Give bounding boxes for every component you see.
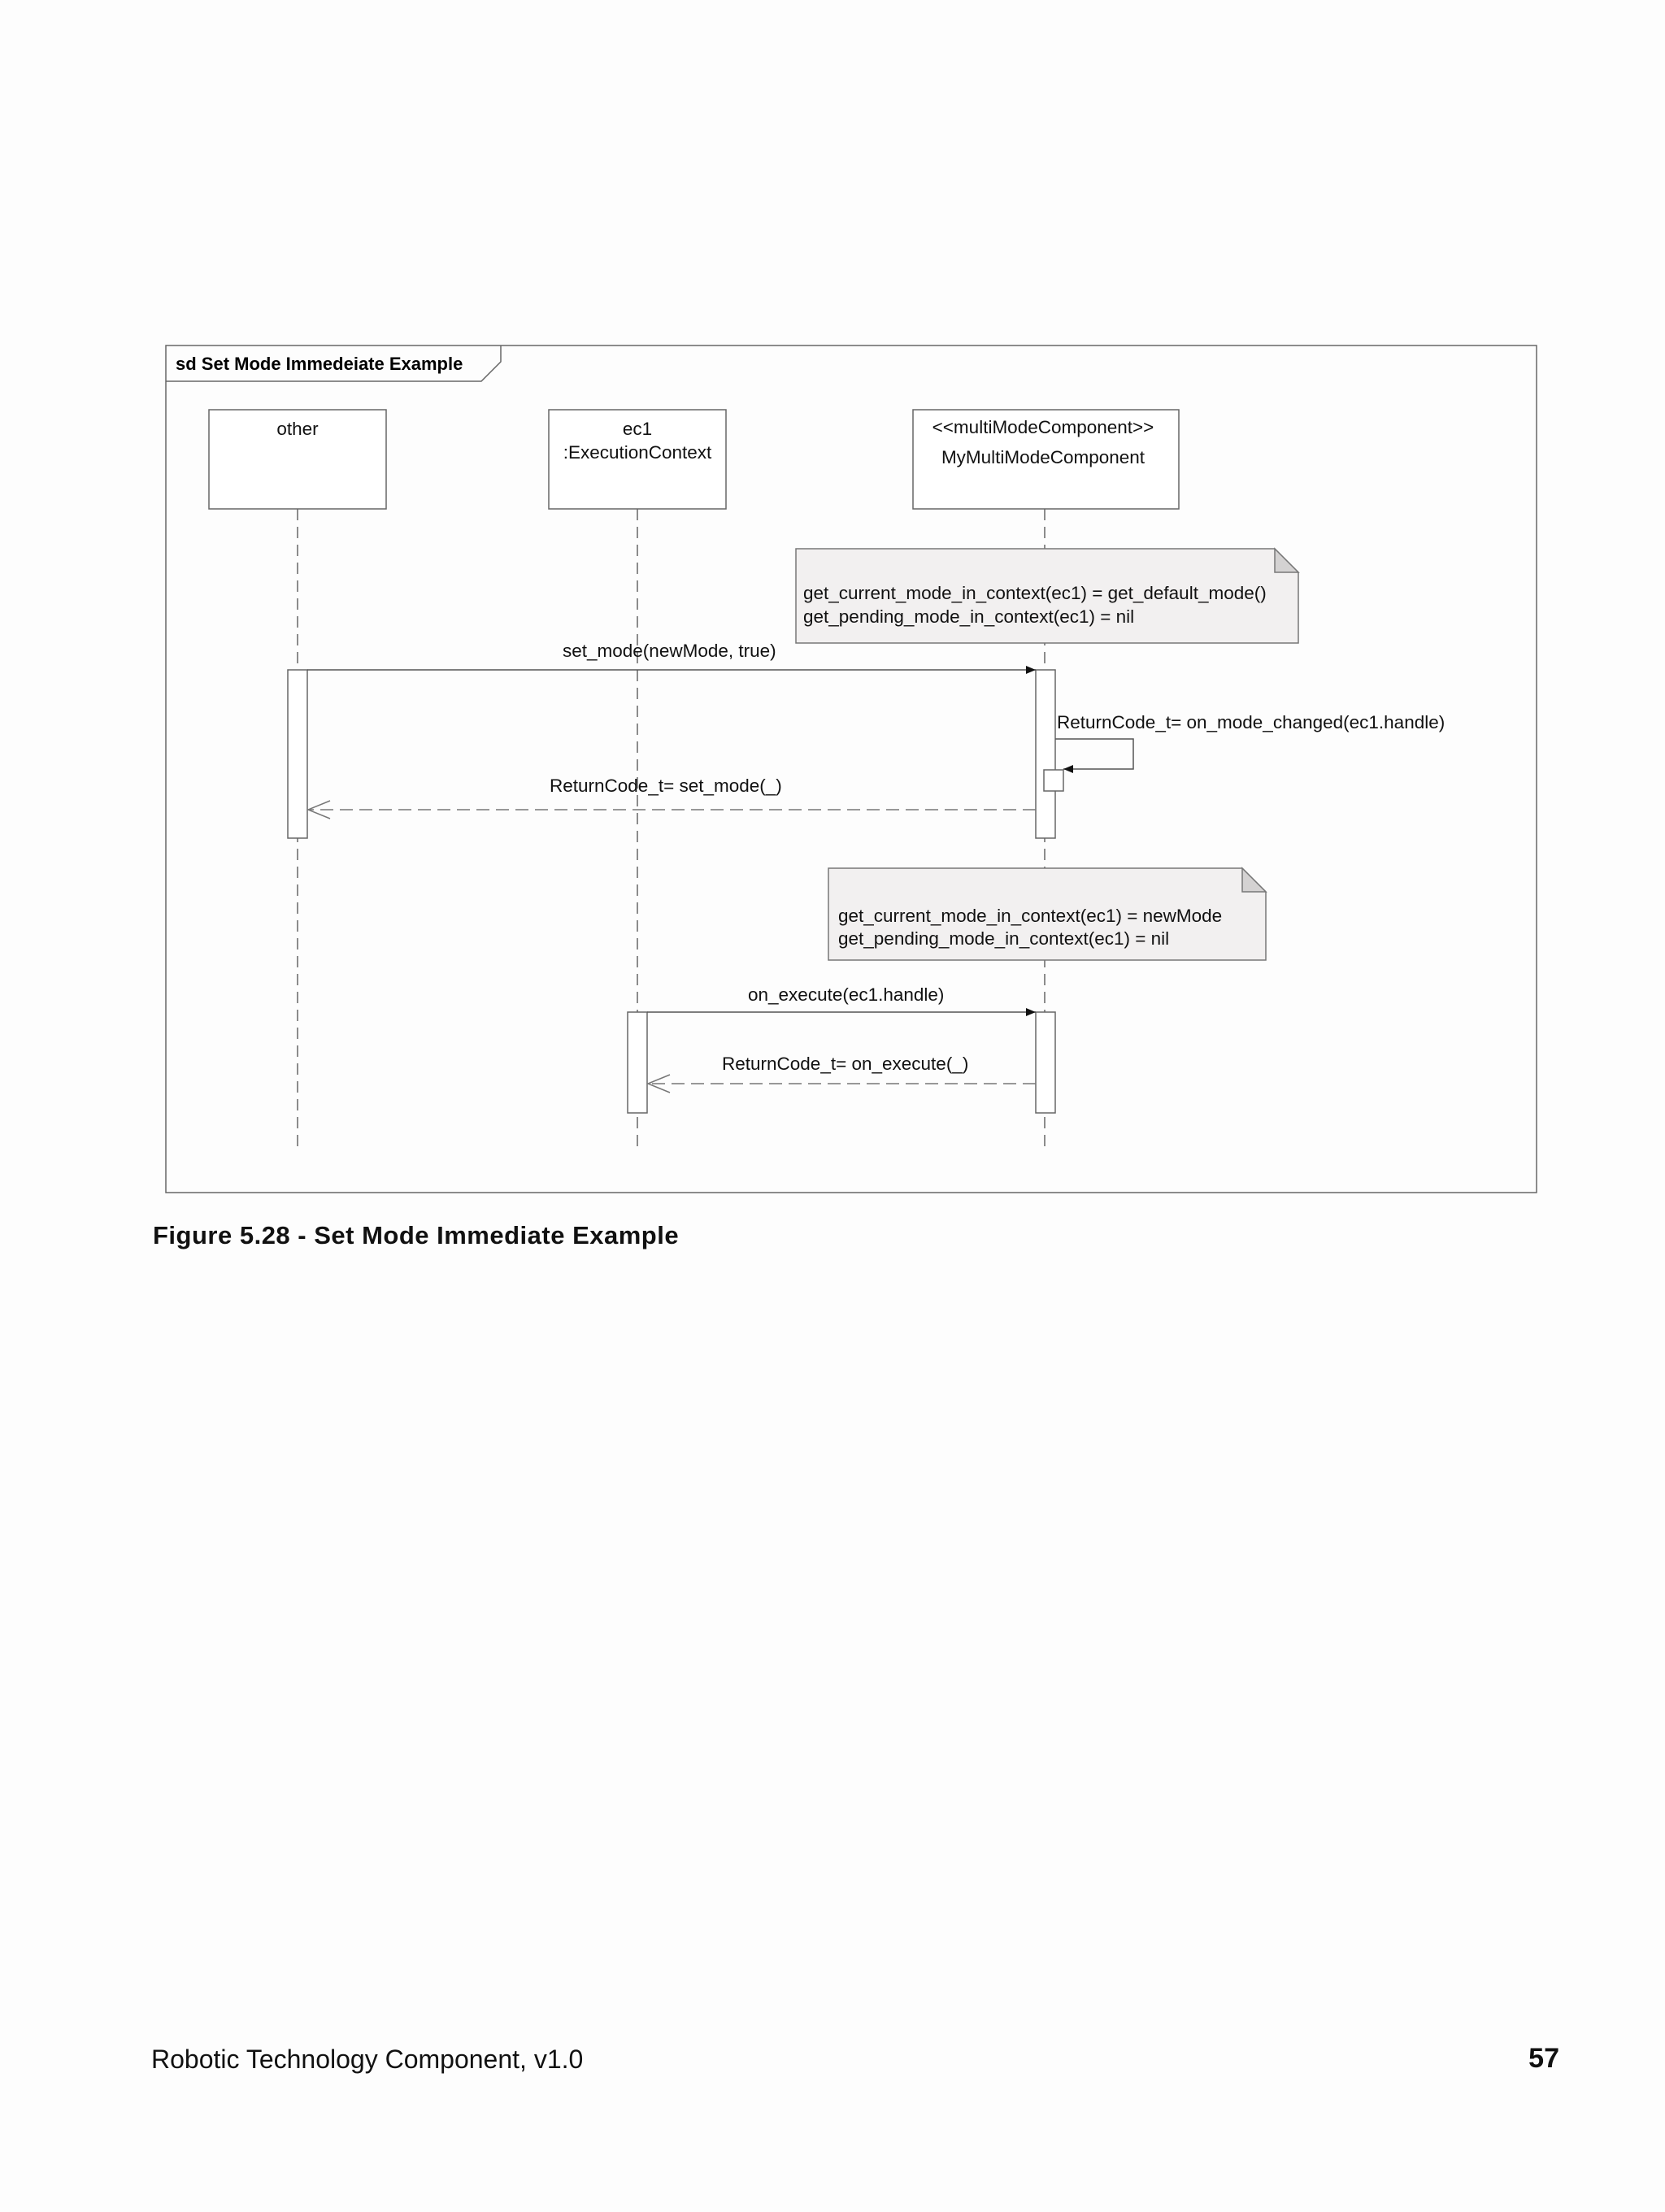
note-line: get_current_mode_in_context(ec1) = get_default_mode() [803, 583, 1267, 603]
activation-bar-component-execute [1036, 1012, 1055, 1113]
activation-bar-component [1036, 670, 1055, 838]
note-line: get_current_mode_in_context(ec1) = newMode [838, 906, 1223, 926]
figure-caption: Figure 5.28 - Set Mode Immediate Example [153, 1221, 680, 1249]
lifeline-name: other [276, 419, 319, 439]
frame-title: sd Set Mode Immedeiate Example [176, 354, 463, 374]
activation-bar-other [288, 670, 307, 838]
message-set-mode-return-label: ReturnCode_t= set_mode(_) [550, 776, 782, 796]
message-on-mode-changed-arrow [1055, 739, 1133, 769]
activation-bar-ec1 [628, 1012, 647, 1113]
note-fold [1242, 868, 1266, 892]
message-on-execute-return-label: ReturnCode_t= on_execute(_) [722, 1054, 969, 1074]
message-on-execute-label: on_execute(ec1.handle) [748, 984, 945, 1005]
note-line: get_pending_mode_in_context(ec1) = nil [838, 928, 1170, 949]
note-fold [1275, 549, 1298, 572]
lifeline-stereotype: <<multiModeComponent>> [932, 417, 1154, 437]
note-mode-before [796, 549, 1298, 643]
page-number: 57 [1528, 2043, 1559, 2074]
lifeline-name: MyMultiModeComponent [941, 447, 1146, 467]
message-on-mode-changed-label: ReturnCode_t= on_mode_changed(ec1.handle) [1057, 712, 1445, 732]
note-mode-after [828, 868, 1266, 960]
note-line: get_pending_mode_in_context(ec1) = nil [803, 606, 1135, 627]
lifeline-name: ec1 [622, 419, 653, 439]
footer-title: Robotic Technology Component, v1.0 [151, 2045, 584, 2074]
lifeline-type: :ExecutionContext [563, 442, 712, 463]
self-call-activation [1044, 770, 1063, 791]
message-set-mode-label: set_mode(newMode, true) [563, 641, 776, 661]
